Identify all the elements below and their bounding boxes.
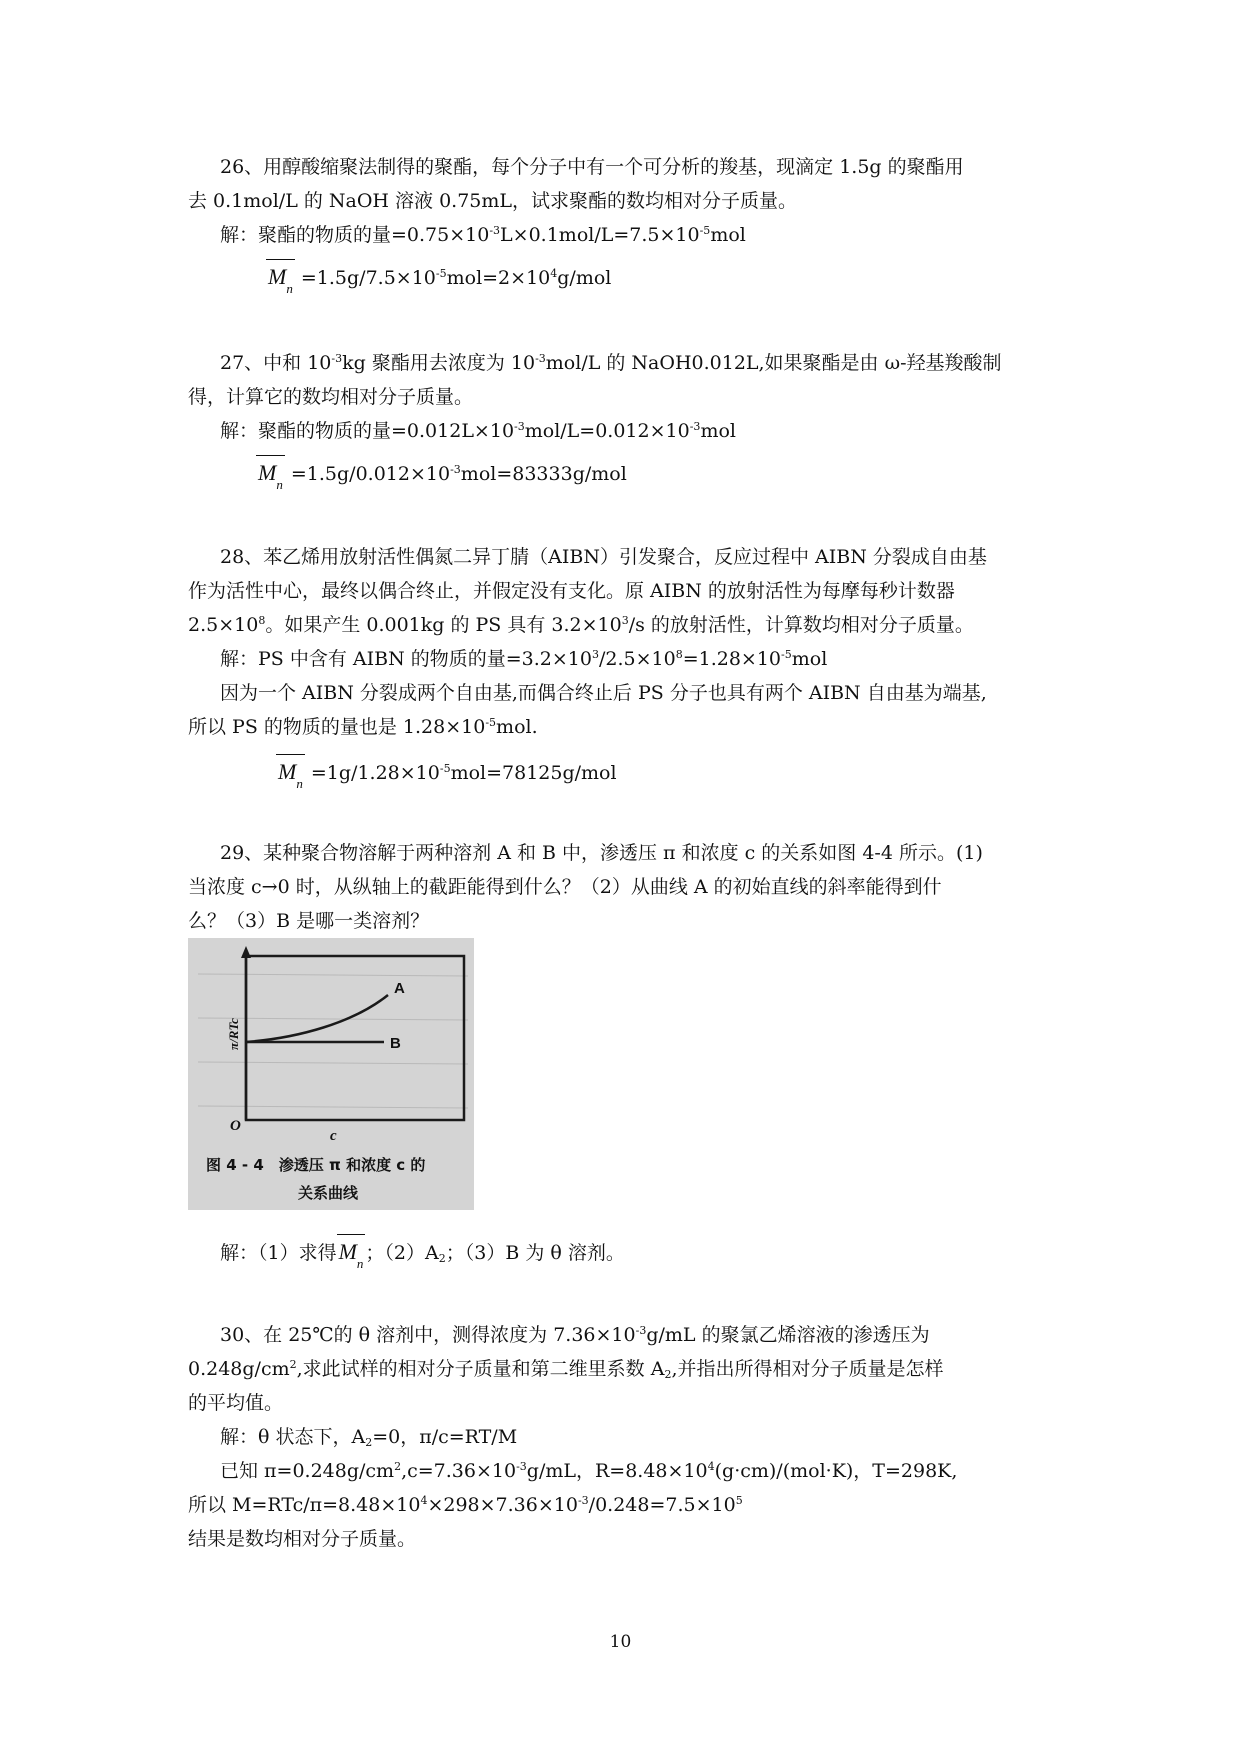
origin-label: O	[230, 1118, 241, 1134]
mn-symbol: $M_n$	[337, 1237, 366, 1275]
q30-line-1: 30、在 25℃的 θ 溶剂中，测得浓度为 $7.36\times 10^{-3}g/mL$ 的聚氯乙烯溶液的渗透压为	[220, 1324, 930, 1346]
question-27	[188, 346, 1078, 448]
q29-line-2: 当浓度 c→0 时，从纵轴上的截距能得到什么？（2）从曲线 A 的初始直线的斜率能得到什	[188, 876, 942, 898]
x-axis-label: c	[330, 1128, 337, 1144]
q30-solution-4: 结果是数均相对分子质量。	[188, 1528, 417, 1550]
page-number: 10	[609, 1632, 632, 1652]
q26-solution: 解：聚酯的物质的量$=0.75\times 10^{-3}L\times 0.1mol/L=7.5\times 10^{-5}mol$	[220, 224, 746, 246]
mn-symbol: $M_n$	[276, 757, 305, 795]
y-axis-arrow-icon	[241, 946, 251, 958]
q28-line-2: 作为活性中心，最终以偶合终止，并假定没有支化。原 AIBN 的放射活性为每摩每秒计数器	[188, 580, 955, 602]
q30-line-2: $0.248g/cm^2$,求此试样的相对分子质量和第二维里系数 $A_2$,并指出所得相对分子质量是怎样	[188, 1358, 944, 1381]
q29-line-1: 29、某种聚合物溶解于两种溶剂 A 和 B 中，渗透压 π 和浓度 c 的关系如图 4-4 所示。(1)	[220, 842, 983, 864]
q28-solution: 解：PS 中含有 AIBN 的物质的量$=3.2\times 10^3/2.5\times 10^8=1.28\times 10^{-5}mol$	[220, 648, 828, 670]
question-28	[188, 540, 1078, 744]
q28-line-3: $2.5\times 10^8$。如果产生 0.001kg 的 PS 具有 $3.2\times 10^3/s$ 的放射活性，计算数均相对分子质量。	[188, 614, 974, 636]
q30-solution-2: 已知 $\pi=0.248g/cm^2,c=7.36\times 10^{-3}g/mL$，$R=8.48\times 10^4(g\cdot cm)/(mol\cdot K)$，T=298K,	[220, 1460, 958, 1482]
q28-line-1: 28、苯乙烯用放射活性偶氮二异丁腈（AIBN）引发聚合，反应过程中 AIBN 分裂成自由基	[220, 546, 987, 568]
q26-line-2: 去 0.1mol/L 的 NaOH 溶液 0.75mL，试求聚酯的数均相对分子质量。	[188, 190, 798, 212]
mn-symbol: $M_n$	[266, 262, 295, 300]
q28-line-6: 所以 PS 的物质的量也是 $1.28\times 10^{-5}mol$.	[188, 716, 538, 738]
q27-line-1: 27、中和 $10^{-3}kg$ 聚酯用去浓度为 $10^{-3}mol/L$ 的 NaOH0.012L,如果聚酯是由 ω-羟基羧酸制	[220, 352, 1002, 374]
q29-solution: 解：（1）求得$M_n$ ；$(2)A_2$；（3）B 为 θ 溶剂。	[220, 1237, 625, 1275]
figure-4-4	[188, 938, 474, 1210]
figure-caption-2: 关系曲线	[298, 1184, 359, 1202]
question-29	[188, 836, 1078, 938]
q30-line-3: 的平均值。	[188, 1392, 284, 1414]
question-30	[188, 1318, 1078, 1556]
q28-line-5: 因为一个 AIBN 分裂成两个自由基,而偶合终止后 PS 分子也具有两个 AIBN 自由基为端基,	[220, 682, 987, 704]
q27-line-2: 得，计算它的数均相对分子质量。	[188, 386, 474, 408]
q30-solution-1: 解：θ 状态下，$A_2=0$，π/c=RT/M	[220, 1426, 518, 1449]
q30-solution-3: 所以 $M=RTc/\pi=8.48\times 10^4\times 298\times 7.36\times 10^{-3}/0.248=7.5\times 10^5$	[188, 1494, 743, 1516]
q26-line-1: 26、用醇酸缩聚法制得的聚酯，每个分子中有一个可分析的羧基，现滴定 1.5g 的聚酯用	[220, 156, 964, 178]
curve-a-label: A	[394, 980, 405, 997]
figure-4-4-plot	[188, 938, 474, 1210]
q27-solution: 解：聚酯的物质的量$=0.012L\times 10^{-3}mol/L=0.012\times 10^{-3}mol$	[220, 420, 736, 442]
q28-mn-result: $M_n =1g/1.28\times 10^{-5}mol=78125g/mol$	[276, 757, 617, 795]
q29-line-3: 么？（3）B 是哪一类溶剂？	[188, 910, 430, 932]
mn-symbol: $M_n$	[256, 458, 285, 496]
q27-mn-result: $M_n =1.5g/0.012\times 10^{-3}mol=83333g/mol$	[256, 458, 627, 496]
curve-b-label: B	[390, 1035, 401, 1052]
question-26	[188, 150, 1078, 252]
y-axis-label: π/RTc	[226, 1018, 241, 1050]
q26-mn-result: $M_n =1.5g/7.5\times 10^{-5}mol=2\times 10^4g/mol$	[266, 262, 611, 300]
figure-caption-1: 图 4 - 4 渗透压 π 和浓度 c 的	[206, 1156, 426, 1174]
